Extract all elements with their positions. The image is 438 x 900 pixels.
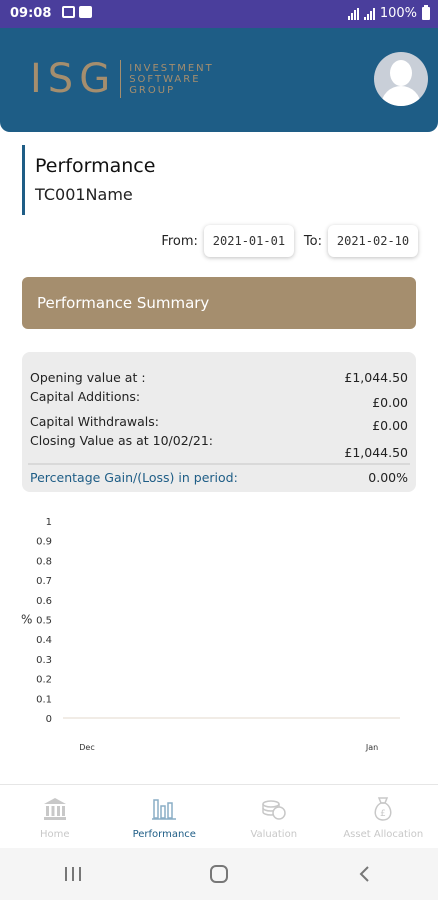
x-tick-label: Jan	[365, 743, 379, 752]
bottom-nav	[0, 784, 438, 848]
image-notification-icon	[62, 6, 75, 18]
additions-label: Capital Additions:	[30, 389, 141, 404]
money-bag-icon	[369, 795, 397, 823]
coins-icon	[260, 795, 288, 823]
page-title: Performance	[35, 155, 156, 177]
opening-label: Opening value at :	[30, 370, 146, 385]
withdrawals-value: £0.00	[372, 418, 408, 433]
to-date-field[interactable]: 2021-02-10	[328, 225, 418, 257]
isg-logo	[30, 56, 214, 102]
summary-divider	[28, 463, 410, 465]
page-title-block	[22, 145, 155, 215]
logo-mark: ISG	[30, 56, 117, 102]
client-name: TC001Name	[35, 185, 133, 204]
summary-header[interactable]: Performance Summary	[22, 277, 416, 329]
from-date-field[interactable]: 2021-01-01	[204, 225, 294, 257]
y-tick-label: 0.3	[36, 654, 52, 666]
nav-performance[interactable]	[110, 785, 220, 848]
logo-divider	[120, 60, 121, 98]
x-tick-label: Dec	[79, 743, 95, 752]
svg-text:£: £	[380, 809, 387, 819]
y-tick-label: 0.4	[36, 635, 52, 647]
cell-signal-icon	[364, 8, 375, 20]
back-icon[interactable]	[345, 859, 385, 889]
y-tick-label: 0.9	[36, 536, 52, 548]
y-tick-label: 0.5	[36, 615, 52, 627]
nav-asset-allocation-label: Asset Allocation	[343, 829, 424, 840]
closing-label: Closing Value as at 10/02/21:	[30, 433, 213, 448]
y-tick-label: 0	[45, 714, 52, 725]
y-tick-label: 0.8	[36, 556, 52, 568]
y-tick-label: 1	[45, 517, 52, 528]
nav-valuation-label: Valuation	[250, 829, 298, 840]
withdrawals-row	[30, 414, 408, 433]
to-label: To:	[303, 233, 322, 249]
recents-icon[interactable]	[53, 859, 93, 889]
y-tick-label: 0.6	[36, 595, 52, 607]
closing-row	[30, 433, 408, 460]
y-axis-label: %	[21, 612, 33, 627]
nav-asset-allocation[interactable]	[329, 785, 438, 848]
app-header	[0, 28, 438, 132]
app-notification-icon	[79, 6, 92, 18]
withdrawals-label: Capital Withdrawals:	[30, 414, 159, 429]
y-tick-label: 0.1	[36, 694, 52, 706]
logo-subtitle: INVESTMENT SOFTWARE GROUP	[129, 62, 214, 96]
opening-value: £1,044.50	[344, 370, 408, 385]
nav-performance-label: Performance	[132, 829, 196, 840]
user-avatar-icon[interactable]	[374, 52, 428, 106]
summary-card	[22, 352, 416, 492]
closing-value: £1,044.50	[344, 445, 408, 460]
y-tick-label: 0.2	[36, 674, 52, 686]
chart-svg	[18, 510, 418, 765]
bank-icon	[41, 795, 69, 823]
home-icon[interactable]	[199, 859, 239, 889]
notification-icons	[62, 6, 92, 18]
opening-row	[30, 370, 408, 385]
battery-icon	[422, 7, 430, 20]
additions-value: £0.00	[372, 395, 408, 410]
status-bar	[0, 0, 438, 28]
performance-chart	[18, 510, 418, 765]
date-range	[161, 225, 418, 257]
wifi-signal-icon	[348, 8, 359, 20]
bar-chart-icon	[150, 795, 178, 823]
gain-value: 0.00%	[368, 470, 408, 485]
y-tick-label: 0.7	[36, 576, 52, 588]
status-time: 09:08	[10, 6, 52, 21]
system-nav-bar	[0, 848, 438, 900]
nav-valuation[interactable]	[219, 785, 329, 848]
additions-row	[30, 389, 408, 410]
nav-home[interactable]	[0, 785, 110, 848]
from-label: From:	[161, 233, 198, 249]
gain-label: Percentage Gain/(Loss) in period:	[30, 470, 238, 485]
battery-percent: 100%	[379, 6, 417, 21]
nav-home-label: Home	[39, 829, 70, 840]
status-right	[348, 6, 430, 21]
gain-row	[30, 470, 408, 485]
